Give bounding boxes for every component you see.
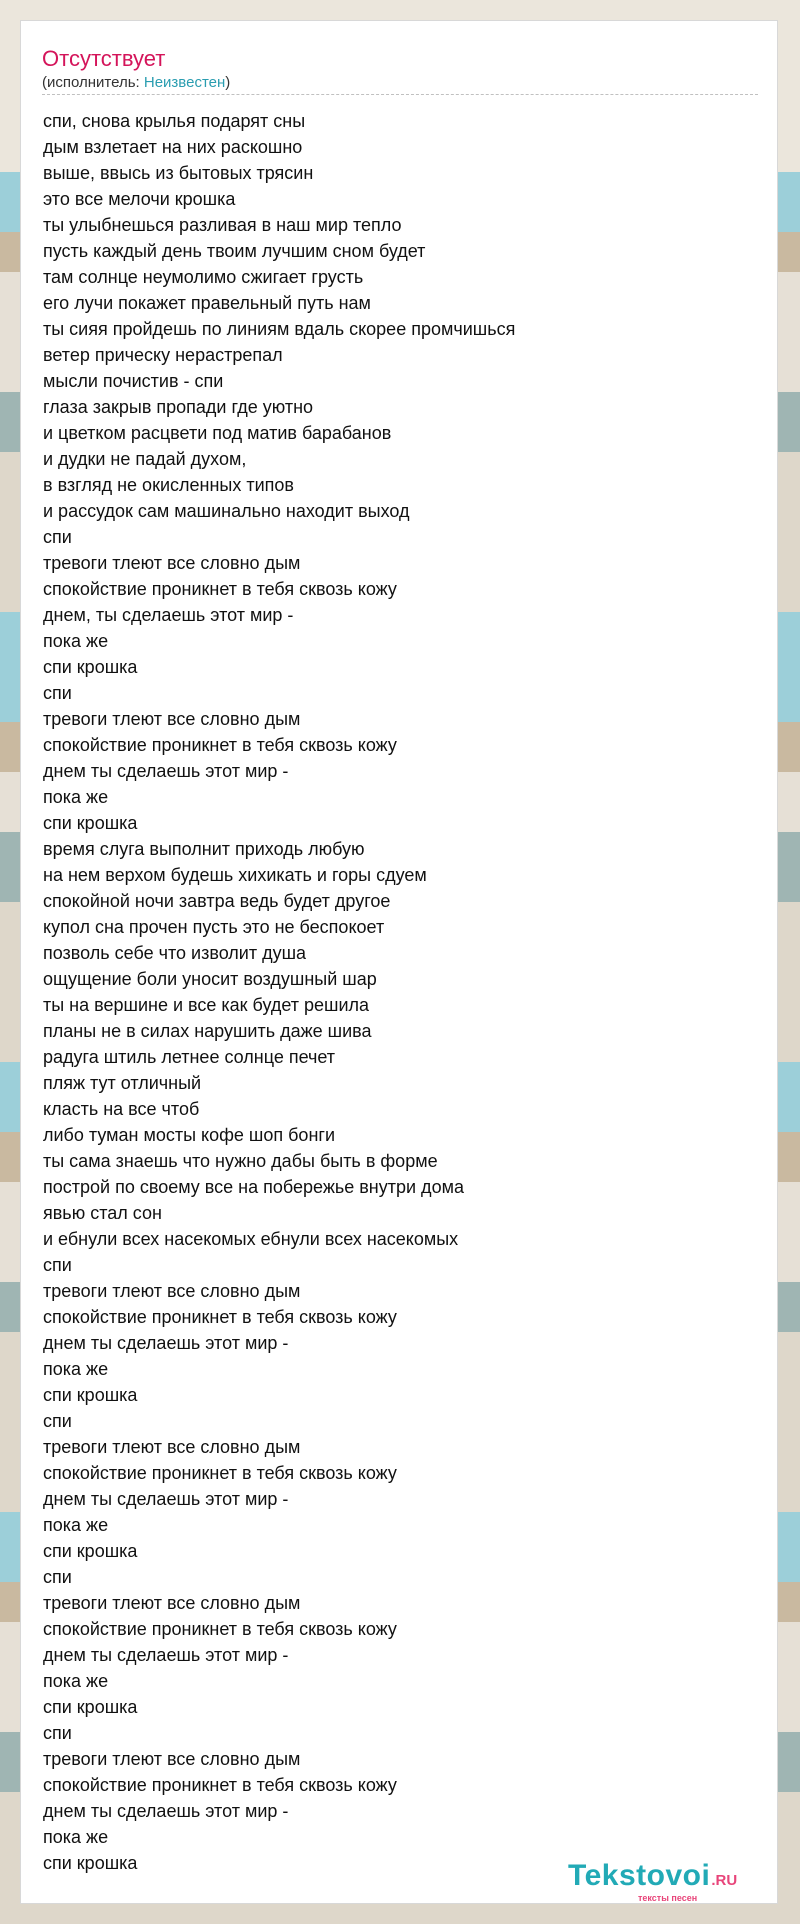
lyric-line: днем ты сделаешь этот мир - (43, 1333, 289, 1353)
logo-tagline: тексты песен (638, 1893, 698, 1903)
lyric-line: спокойствие проникнет в тебя сквозь кожу (43, 1463, 397, 1483)
song-title: Отсутствует (42, 46, 166, 71)
lyric-line: явью стал сон (43, 1203, 162, 1223)
lyric-line: тревоги тлеют все словно дым (43, 1593, 301, 1613)
lyric-line: днем ты сделаешь этот мир - (43, 1645, 289, 1665)
lyric-line: спи (43, 527, 72, 547)
lyric-line: и рассудок сам машинально находит выход (43, 501, 410, 521)
lyric-line: пока же (43, 1827, 109, 1847)
lyric-line: спокойствие проникнет в тебя сквозь кожу (43, 735, 397, 755)
lyrics-card (20, 20, 778, 1904)
lyric-line: время слуга выполнит приходь любую (43, 839, 365, 859)
lyric-line: ты сияя пройдешь по линиям вдаль скорее промчишься (43, 319, 516, 339)
lyric-line: дым взлетает на них раскошно (43, 137, 303, 157)
lyric-line: ощущение боли уносит воздушный шар (43, 969, 377, 989)
lyric-line: спокойной ночи завтра ведь будет другое (43, 891, 391, 911)
lyric-line: тревоги тлеют все словно дым (43, 709, 301, 729)
lyric-line: купол сна прочен пусть это не беспокоет (43, 917, 385, 937)
lyric-line: спи (43, 1567, 72, 1587)
lyric-line: днем ты сделаешь этот мир - (43, 761, 289, 781)
lyric-line: днем, ты сделаешь этот мир - (43, 605, 294, 625)
lyric-line: его лучи покажет правельный путь нам (43, 293, 371, 313)
lyric-line: спи, снова крылья подарят сны (43, 111, 306, 131)
lyric-line: спи крошка (43, 1541, 138, 1561)
lyric-line: пляж тут отличный (43, 1073, 202, 1093)
lyric-line: и дудки не падай духом, (43, 449, 247, 469)
lyric-line: спи крошка (43, 1385, 138, 1405)
lyric-line: ты на вершине и все как будет решила (43, 995, 370, 1015)
lyric-line: планы не в силах нарушить даже шива (43, 1021, 372, 1041)
lyric-line: спи (43, 1723, 72, 1743)
lyric-line: спокойствие проникнет в тебя сквозь кожу (43, 1307, 397, 1327)
lyric-line: построй по своему все на побережье внутри дома (43, 1177, 464, 1197)
lyric-line: класть на все чтоб (43, 1099, 200, 1119)
lyric-line: и цветком расцвети под матив барабанов (43, 423, 392, 443)
title-divider (42, 94, 758, 95)
artist-line (42, 73, 230, 93)
lyric-line: пусть каждый день твоим лучшим сном будет (43, 241, 426, 261)
logo-name: Tekstovoi (568, 1859, 711, 1892)
lyric-line: и ебнули всех насекомых ебнули всех насекомых (43, 1229, 459, 1249)
lyric-line: спокойствие проникнет в тебя сквозь кожу (43, 1775, 397, 1795)
lyric-line: днем ты сделаешь этот мир - (43, 1489, 289, 1509)
lyric-line: пока же (43, 631, 109, 651)
lyric-line: тревоги тлеют все словно дым (43, 1749, 301, 1769)
lyric-line: глаза закрыв пропади где уютно (43, 397, 314, 417)
lyric-line: ты сама знаешь что нужно дабы быть в форме (43, 1151, 438, 1171)
lyric-line: спи крошка (43, 1697, 138, 1717)
lyric-line: пока же (43, 1359, 109, 1379)
lyric-line: там солнце неумолимо сжигает грусть (43, 267, 364, 287)
lyric-line: либо туман мосты кофе шоп бонги (43, 1125, 336, 1145)
lyric-line: тревоги тлеют все словно дым (43, 553, 301, 573)
lyric-line: пока же (43, 1671, 109, 1691)
lyric-line: мысли почистив - спи (43, 371, 224, 391)
lyric-line: спокойствие проникнет в тебя сквозь кожу (43, 1619, 397, 1639)
lyric-line: радуга штиль летнее солнце печет (43, 1047, 336, 1067)
lyric-line: на нем верхом будешь хихикать и горы сдуем (43, 865, 427, 885)
lyric-line: пока же (43, 1515, 109, 1535)
lyric-line: тревоги тлеют все словно дым (43, 1281, 301, 1301)
lyric-line: спокойствие проникнет в тебя сквозь кожу (43, 579, 397, 599)
lyric-line: спи (43, 1411, 72, 1431)
lyrics-body (43, 108, 743, 1876)
lyric-line: спи (43, 683, 72, 703)
logo-tld: .RU (711, 1872, 738, 1889)
lyric-line: спи крошка (43, 1853, 138, 1873)
lyric-line: спи крошка (43, 813, 138, 833)
artist-link[interactable]: Неизвестен (143, 74, 226, 91)
lyric-line: позволь себе что изволит душа (43, 943, 307, 963)
site-logo[interactable] (568, 1859, 768, 1907)
lyric-line: спи (43, 1255, 72, 1275)
lyric-line: пока же (43, 787, 109, 807)
lyric-line: ты улыбнешься разливая в наш мир тепло (43, 215, 402, 235)
lyric-line: спи крошка (43, 657, 138, 677)
lyric-line: тревоги тлеют все словно дым (43, 1437, 301, 1457)
lyric-line: днем ты сделаешь этот мир - (43, 1801, 289, 1821)
artist-suffix: ) (225, 74, 231, 91)
lyric-line: это все мелочи крошка (43, 189, 236, 209)
artist-prefix: (исполнитель: (42, 74, 144, 91)
lyric-line: ветер прическу нерастрепал (43, 345, 283, 365)
lyric-line: выше, ввысь из бытовых трясин (43, 163, 314, 183)
lyric-line: в взгляд не окисленных типов (43, 475, 294, 495)
